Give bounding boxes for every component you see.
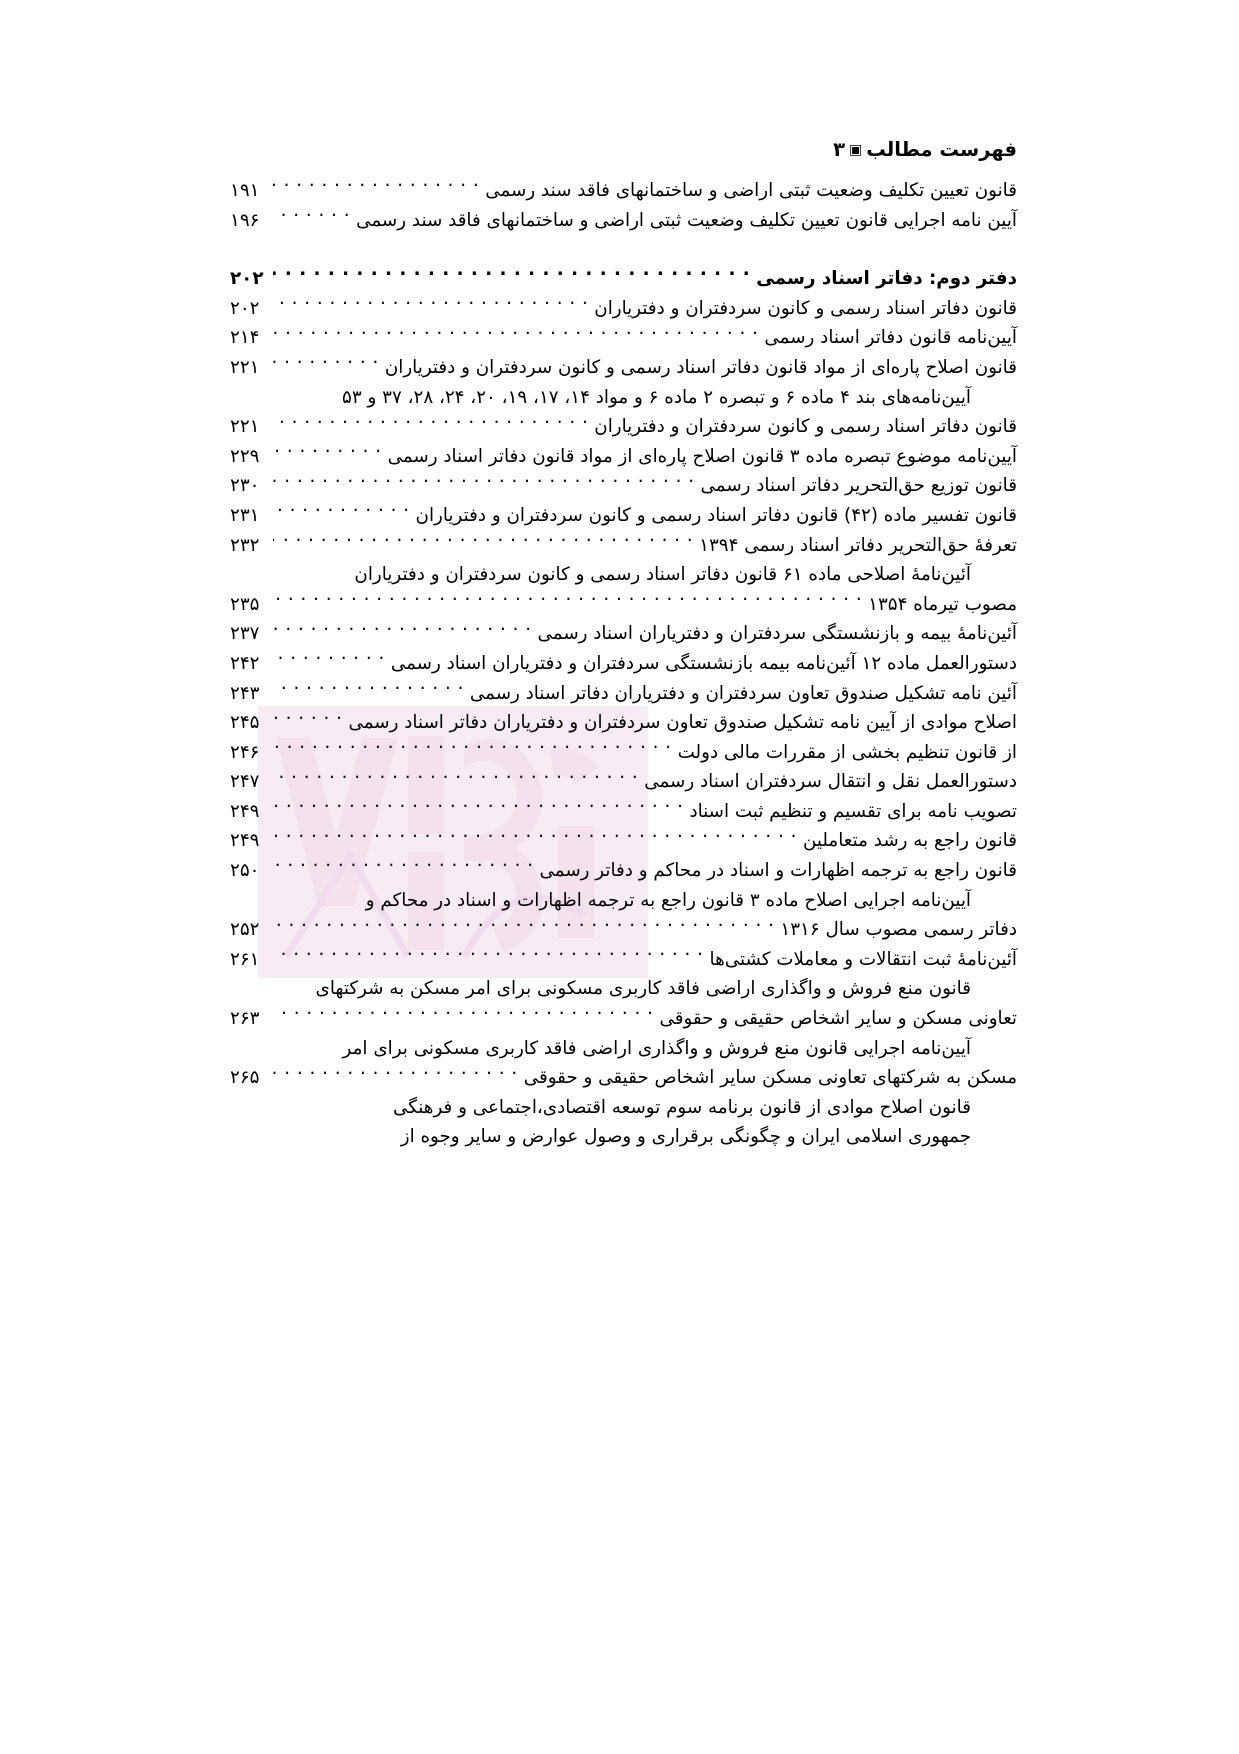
- toc-entry-page-number: ۲۳۱: [230, 504, 260, 526]
- running-head-label: فهرست مطالب: [866, 138, 1017, 161]
- toc-entry-page-number: ۲۴۹: [230, 830, 260, 852]
- toc-entry-page-number: ۲۳۷: [230, 623, 260, 645]
- toc-entry[interactable]: [230, 856, 1017, 886]
- toc-entry[interactable]: [230, 915, 1017, 945]
- toc-entry[interactable]: [230, 501, 1017, 531]
- toc-entry-title: قانون دفاتر اسناد رسمی و کانون سردفتران و دفتریاران: [594, 297, 1017, 319]
- toc-entry-title: دستورالعمل نقل و انتقال سردفتران اسناد رسمی: [644, 771, 1017, 793]
- toc-entry-page-number: ۱۹۶: [230, 209, 260, 231]
- toc-entry-continuation: [230, 886, 1017, 916]
- toc-leader-dots: [273, 858, 534, 876]
- toc-entry-title: آیین نامه اجرایی قانون تعیین تکلیف وضعیت ثبتی اراضی و ساختمانهای فاقد سند رسمی: [356, 209, 1017, 231]
- toc-entry-title: آیین‌نامه‌های بند ۴ ماده ۶ و تبصره ۲ ماده ۶ و مواد ۱۴، ۱۷، ۱۹، ۲۰، ۲۴، ۲۸، ۳۷ و ۵۳: [342, 386, 971, 408]
- table-of-contents: [230, 176, 1017, 1152]
- toc-entry-title: تصویب نامه برای تقسیم و تنظیم ثبت اسناد: [689, 800, 1017, 822]
- toc-leader-dots: [273, 295, 588, 313]
- toc-leader-dots: [273, 473, 695, 491]
- toc-leader-dots: [273, 799, 683, 817]
- toc-entry-title: آئین‌نامهٔ اصلاحی ماده ۶۱ قانون دفاتر اسناد رسمی و کانون سردفتران و دفتریاران: [354, 564, 971, 586]
- toc-entry[interactable]: [230, 797, 1017, 827]
- toc-entry-page-number: ۲۲۱: [230, 356, 260, 378]
- toc-entry-page-number: ۲۱۴: [230, 327, 260, 349]
- toc-entry-page-number: ۲۴۵: [230, 712, 260, 734]
- toc-entry-page-number: ۲۴۳: [230, 682, 260, 704]
- toc-leader-dots: [273, 651, 385, 669]
- toc-entry-page-number: ۲۲۹: [230, 445, 260, 467]
- toc-entry[interactable]: [230, 590, 1017, 620]
- toc-leader-dots: [273, 1006, 653, 1024]
- toc-leader-dots: [273, 828, 797, 846]
- toc-leader-dots: [273, 532, 693, 550]
- toc-entry[interactable]: [230, 442, 1017, 472]
- toc-entry[interactable]: [230, 471, 1017, 501]
- toc-entry-title: قانون تفسیر ماده (۴۲) قانون دفاتر اسناد رسمی و کانون سردفتران و دفتریاران: [415, 504, 1017, 526]
- toc-entry-title: از قانون تنظیم بخشی از مقررات مالی دولت: [677, 741, 1017, 763]
- toc-entry[interactable]: [230, 294, 1017, 324]
- toc-entry-title: آیین‌نامه قانون دفاتر اسناد رسمی: [764, 327, 1017, 349]
- toc-entry[interactable]: [230, 323, 1017, 353]
- toc-entry[interactable]: [230, 649, 1017, 679]
- toc-entry-page-number: ۲۴۶: [230, 741, 260, 763]
- toc-entry-page-number: ۲۳۵: [230, 593, 260, 615]
- running-head-page-number: ۳: [833, 138, 846, 161]
- toc-leader-dots: [273, 1065, 518, 1083]
- toc-entry-title: قانون تعیین تکلیف وضعیت ثبتی اراضی و ساختمانهای فاقد سند رسمی: [485, 180, 1017, 201]
- toc-entry-title: قانون دفاتر اسناد رسمی و کانون سردفتران و دفتریاران: [594, 416, 1017, 438]
- toc-leader-dots: [273, 710, 342, 728]
- toc-entry-title: آیین‌نامه اجرایی اصلاح ماده ۳ قانون راجع به ترجمه اظهارات و اسناد در محاکم و: [365, 889, 971, 911]
- toc-leader-dots: [273, 680, 464, 698]
- toc-entry[interactable]: [230, 708, 1017, 738]
- toc-entry[interactable]: [230, 1004, 1017, 1034]
- toc-entry-continuation: [230, 1093, 1017, 1123]
- toc-entry-title: قانون اصلاح پاره‌ای از مواد قانون دفاتر اسناد رسمی و کانون سردفتران و دفتریاران: [384, 356, 1017, 378]
- toc-entry-page-number: ۲۴۹: [230, 800, 260, 822]
- toc-entry[interactable]: [230, 945, 1017, 975]
- toc-leader-dots: [273, 178, 479, 196]
- toc-entry-page-number: ۲۳۲: [230, 534, 260, 556]
- toc-entry-page-number: ۲۶۱: [230, 948, 260, 970]
- toc-entry-page-number: ۲۴۷: [230, 771, 260, 793]
- toc-leader-dots: [273, 917, 774, 935]
- toc-entry[interactable]: [230, 767, 1017, 797]
- toc-entry-page-number: ۲۵۰: [230, 860, 260, 882]
- toc-entry[interactable]: [230, 412, 1017, 442]
- running-head-separator-icon: ▣: [849, 142, 863, 158]
- toc-spacer: [230, 235, 1017, 264]
- toc-entry-page-number: ۲۰۲: [230, 297, 260, 319]
- toc-entry[interactable]: [230, 1063, 1017, 1093]
- toc-entry-title: مسکن به شرکتهای تعاونی مسکن سایر اشخاص حقیقی و حقوقی: [523, 1067, 1017, 1089]
- toc-entry-page-number: ۲۰۲: [230, 268, 264, 290]
- toc-entry[interactable]: [230, 531, 1017, 561]
- toc-entry-page-number: ۲۵۲: [230, 919, 260, 941]
- toc-entry[interactable]: [230, 619, 1017, 649]
- toc-leader-dots: [273, 591, 862, 609]
- toc-leader-dots: [273, 325, 758, 343]
- toc-leader-dots: [273, 414, 588, 432]
- toc-entry-page-number: ۲۶۳: [230, 1008, 260, 1030]
- toc-entry-title: قانون منع فروش و واگذاری اراضی فاقد کاربری مسکونی برای امر مسکن به شرکتهای: [315, 978, 971, 1000]
- toc-entry-page-number: ۲۶۵: [230, 1067, 260, 1089]
- toc-leader-dots: [273, 443, 382, 461]
- toc-entry-title: تعرفهٔ حق‌التحریر دفاتر اسناد رسمی ۱۳۹۴: [699, 534, 1017, 556]
- toc-entry-title: دفتر دوم: دفاتر اسناد رسمی: [756, 268, 1017, 290]
- toc-entry[interactable]: [230, 738, 1017, 768]
- toc-entry-title: اصلاح موادی از آیین نامه تشکیل صندوق تعاون سردفتران و دفتریاران دفاتر اسناد رسمی: [348, 712, 1017, 734]
- toc-leader-dots: [273, 355, 379, 373]
- toc-leader-dots: [273, 266, 750, 284]
- toc-leader-dots: [273, 739, 672, 757]
- toc-entry-title: آیین‌نامه اجرایی قانون منع فروش و واگذاری اراضی فاقد کاربری مسکونی برای امر: [342, 1037, 971, 1059]
- toc-leader-dots: [273, 947, 704, 965]
- toc-entry-title: آیین‌نامه موضوع تبصره ماده ۳ قانون اصلاح پاره‌ای از مواد قانون دفاتر اسناد رسمی: [387, 445, 1017, 467]
- toc-entry-title: آئین نامه تشکیل صندوق تعاون سردفتران و دفتریاران دفاتر اسناد رسمی: [469, 682, 1017, 704]
- toc-leader-dots: [273, 207, 350, 225]
- toc-entry-page-number: ۲۴۲: [230, 652, 260, 674]
- toc-entry[interactable]: [230, 826, 1017, 856]
- toc-entry-title: قانون راجع به ترجمه اظهارات و اسناد در محاکم و دفاتر رسمی: [539, 860, 1017, 882]
- running-head: [833, 138, 1017, 161]
- toc-entry-title: دستورالعمل ماده ۱۲ آئین‌نامه بیمه بازنشستگی سردفتران و دفتریاران اسناد رسمی: [390, 652, 1017, 674]
- toc-entry-title: قانون توزیع حق‌التحریر دفاتر اسناد رسمی: [700, 475, 1017, 497]
- toc-entry[interactable]: [230, 353, 1017, 383]
- toc-leader-dots: [273, 769, 638, 787]
- toc-entry-title: دفاتر رسمی مصوب سال ۱۳۱۶: [780, 919, 1017, 941]
- toc-entry-continuation: [230, 1034, 1017, 1064]
- toc-entry-continuation: [230, 560, 1017, 590]
- toc-entry[interactable]: [230, 264, 1017, 294]
- toc-entry[interactable]: [230, 206, 1017, 236]
- toc-entry-title: قانون اصلاح موادی از قانون برنامه سوم توسعه اقتصادی،اجتماعی و فرهنگی: [392, 1096, 971, 1118]
- toc-entry[interactable]: [230, 679, 1017, 709]
- toc-entry-title: جمهوری اسلامی ایران و چگونگی برقراری و وصول عوارض و سایر وجوه از: [400, 1126, 971, 1148]
- toc-entry-continuation: [230, 1122, 1017, 1152]
- toc-entry-continuation: [230, 383, 1017, 413]
- toc-entry-page-number: ۲۲۱: [230, 416, 260, 438]
- toc-entry-page-number: ۱۹۱: [230, 180, 260, 201]
- toc-entry-page-number: ۲۳۰: [230, 475, 260, 497]
- toc-entry[interactable]: [230, 176, 1017, 206]
- toc-entry-continuation: [230, 974, 1017, 1004]
- toc-entry-title: آئین‌نامهٔ ثبت انتقالات و معاملات کشتی‌ها: [709, 948, 1017, 970]
- toc-entry-title: مصوب تیرماه ۱۳۵۴: [868, 593, 1017, 615]
- toc-entry-title: قانون راجع به رشد متعاملین: [802, 830, 1017, 852]
- toc-entry-title: تعاونی مسکن و سایر اشخاص حقیقی و حقوقی: [659, 1008, 1017, 1030]
- toc-leader-dots: [273, 503, 410, 521]
- toc-entry-title: آئین‌نامهٔ بیمه و بازنشستگی سردفتران و دفتریاران اسناد رسمی: [537, 623, 1017, 645]
- toc-leader-dots: [273, 621, 532, 639]
